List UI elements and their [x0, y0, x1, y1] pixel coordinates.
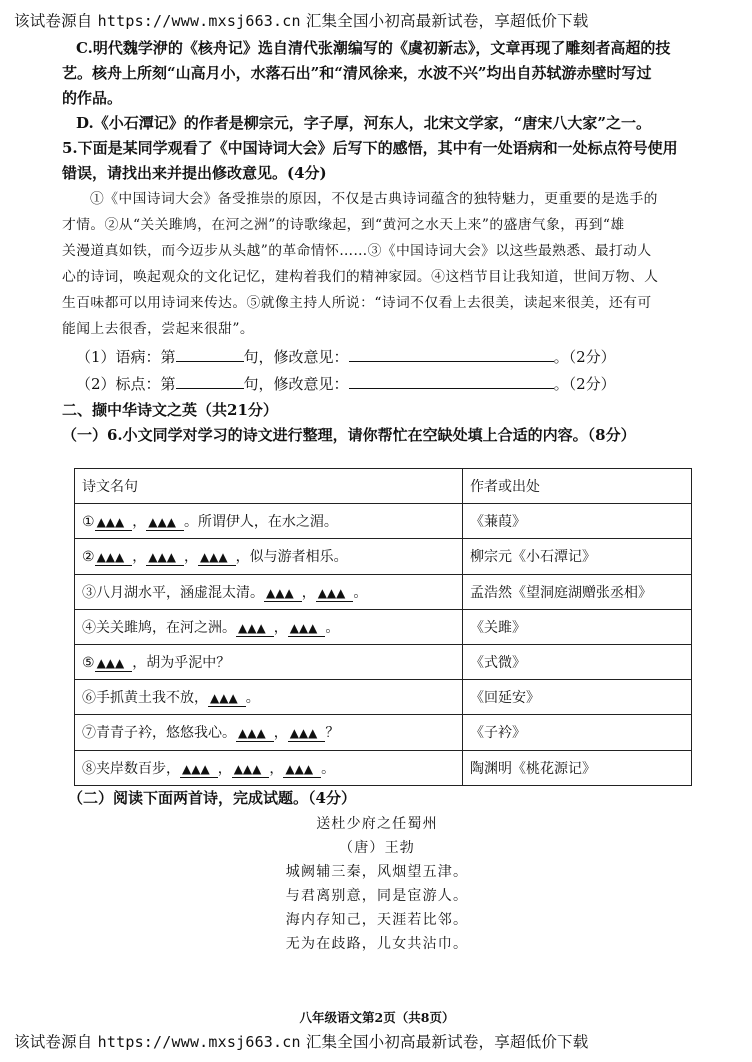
header-verse: 诗文名句 [75, 469, 463, 504]
banner-prefix: 该试卷源自 [14, 12, 98, 30]
table-row [75, 680, 692, 715]
option-c-line3: 的作品。 [62, 89, 123, 107]
banner-prefix: 该试卷源自 [14, 1033, 98, 1051]
ans1-sentence-blank[interactable] [176, 346, 244, 362]
ans2-label: （2）标点：第 [76, 375, 176, 393]
banner-suffix: 汇集全国小初高最新试卷，享超低价下载 [300, 12, 589, 30]
table-row [75, 750, 692, 785]
option-c-line1: C.明代魏学洢的《核舟记》选自清代张潮编写的《虞初新志》，文章再现了雕刻者高超的技 [76, 39, 671, 57]
option-c-line2: 艺。核舟上所刻“山高月小，水落石出”和“清风徐来，水波不兴”均出自苏轼游赤壁时写过 [62, 64, 652, 82]
section2-sub1: （一）6.小文同学对学习的诗文进行整理，请你帮忙在空缺处填上合适的内容。（8分） [62, 426, 636, 444]
verse-cell-3: ③八月湖水平，涵虚混太清。 ▲▲▲ ， ▲▲▲ 。 [75, 574, 463, 609]
q5-line1: 5.下面是某同学观看了《中国诗词大会》后写下的感悟，其中有一处语病和一处标点符号使用 [62, 139, 678, 157]
ans1-mid: 句，修改意见： [243, 348, 349, 366]
verse-cell-8: ⑧夹岸数百步， ▲▲▲ ， ▲▲▲ ， ▲▲▲ 。 [75, 750, 463, 785]
fill-blank[interactable]: ▲▲▲ [316, 586, 354, 602]
table-row [75, 609, 692, 644]
section2-sub2: （二）阅读下面两首诗，完成试题。（4分） [68, 789, 356, 807]
table-row [75, 504, 692, 539]
poem-line-2: 与君离别意，同是宦游人。 [285, 888, 469, 904]
poetry-table [74, 468, 692, 786]
verse-cell-7: ⑦青青子衿，悠悠我心。 ▲▲▲ ， ▲▲▲ ？ [75, 715, 463, 750]
fill-blank[interactable]: ▲▲▲ [95, 656, 133, 672]
q5-passage-4: 心的诗词，唤起观众的文化记忆，建构着我们的精神家园。④这档节目让我知道，世间万物、人 [62, 269, 659, 285]
source-banner-top [14, 9, 588, 31]
fill-blank[interactable]: ▲▲▲ [288, 726, 326, 742]
ans2-suggestion-blank[interactable] [349, 373, 554, 389]
source-cell-3: 孟浩然《望洞庭湖赠张丞相》 [463, 574, 692, 609]
fill-blank[interactable]: ▲▲▲ [95, 550, 133, 566]
poem-line-4: 无为在歧路，儿女共沾巾。 [285, 936, 469, 952]
fill-blank[interactable]: ▲▲▲ [180, 762, 218, 778]
fill-blank[interactable]: ▲▲▲ [236, 726, 274, 742]
banner-suffix: 汇集全国小初高最新试卷，享超低价下载 [300, 1033, 589, 1051]
ans2-sentence-blank[interactable] [176, 373, 244, 389]
ans2-end: 。（2分） [553, 375, 616, 393]
q5-answer-1 [76, 346, 616, 367]
verse-cell-6: ⑥手抓黄土我不放， ▲▲▲ 。 [75, 680, 463, 715]
fill-blank[interactable]: ▲▲▲ [208, 691, 246, 707]
source-cell-7: 《子衿》 [463, 715, 692, 750]
verse-cell-4: ④关关雎鸠，在河之洲。 ▲▲▲ ， ▲▲▲ 。 [75, 609, 463, 644]
table-header-row [75, 469, 692, 504]
fill-blank[interactable]: ▲▲▲ [283, 762, 321, 778]
header-source: 作者或出处 [463, 469, 692, 504]
fill-blank[interactable]: ▲▲▲ [288, 621, 326, 637]
source-cell-8: 陶渊明《桃花源记》 [463, 750, 692, 785]
table-row [75, 539, 692, 574]
source-cell-1: 《蒹葭》 [463, 504, 692, 539]
table-row [75, 574, 692, 609]
fill-blank[interactable]: ▲▲▲ [146, 550, 184, 566]
q5-passage-6: 能闻上去很香，尝起来很甜”。 [62, 321, 255, 337]
fill-blank[interactable]: ▲▲▲ [95, 515, 133, 531]
q5-passage-1: ①《中国诗词大会》备受推崇的原因，不仅是古典诗词蕴含的独特魅力，更重要的是选手的 [90, 191, 658, 207]
poem-line-3: 海内存知己，天涯若比邻。 [285, 912, 469, 928]
q5-answer-2 [76, 373, 616, 394]
fill-blank[interactable]: ▲▲▲ [236, 621, 274, 637]
fill-blank[interactable]: ▲▲▲ [264, 586, 302, 602]
ans2-mid: 句，修改意见： [243, 375, 349, 393]
fill-blank[interactable]: ▲▲▲ [232, 762, 270, 778]
fill-blank[interactable]: ▲▲▲ [198, 550, 236, 566]
banner-url: https://www.mxsj663.cn [97, 12, 301, 30]
option-d: D.《小石潭记》的作者是柳宗元，字子厚，河东人，北宋文学家，“唐宋八大家”之一。 [76, 114, 651, 132]
q5-passage-2: 才情。②从“关关雎鸠，在河之洲”的诗歌缘起，到“黄河之水天上来”的盛唐气象，再到“雄 [62, 217, 625, 233]
poem-line-1: 城阙辅三秦，风烟望五津。 [285, 864, 469, 880]
verse-cell-5: ⑤ ▲▲▲ ，胡为乎泥中？ [75, 644, 463, 679]
source-cell-5: 《式微》 [463, 644, 692, 679]
ans1-suggestion-blank[interactable] [349, 346, 554, 362]
table-row [75, 644, 692, 679]
table-row [75, 715, 692, 750]
section2-title: 二、撷中华诗文之英（共21分） [62, 401, 278, 419]
page-footer: 八年级语文第2页（共8页） [299, 1010, 455, 1025]
ans1-label: （1）语病：第 [76, 348, 176, 366]
poem-author: （唐）王勃 [339, 840, 415, 856]
source-banner-bottom [14, 1030, 588, 1052]
poem-title: 送杜少府之任蜀州 [316, 816, 438, 832]
q5-passage-5: 生百味都可以用诗词来传达。⑤就像主持人所说：“诗词不仅看上去很美，读起来很美，还有可 [62, 295, 652, 311]
source-cell-4: 《关雎》 [463, 609, 692, 644]
fill-blank[interactable]: ▲▲▲ [146, 515, 184, 531]
banner-url: https://www.mxsj663.cn [97, 1033, 301, 1051]
verse-cell-1: ① ▲▲▲ ， ▲▲▲ 。所谓伊人，在水之湄。 [75, 504, 463, 539]
verse-cell-2: ② ▲▲▲ ， ▲▲▲ ， ▲▲▲ ，似与游者相乐。 [75, 539, 463, 574]
source-cell-6: 《回延安》 [463, 680, 692, 715]
q5-line2: 错误，请找出来并提出修改意见。(4分) [62, 164, 327, 182]
ans1-end: 。（2分） [553, 348, 616, 366]
q5-passage-3: 关漫道真如铁，而今迈步从头越”的革命情怀……③《中国诗词大会》以这些最熟悉、最打动人 [62, 243, 652, 259]
source-cell-2: 柳宗元《小石潭记》 [463, 539, 692, 574]
